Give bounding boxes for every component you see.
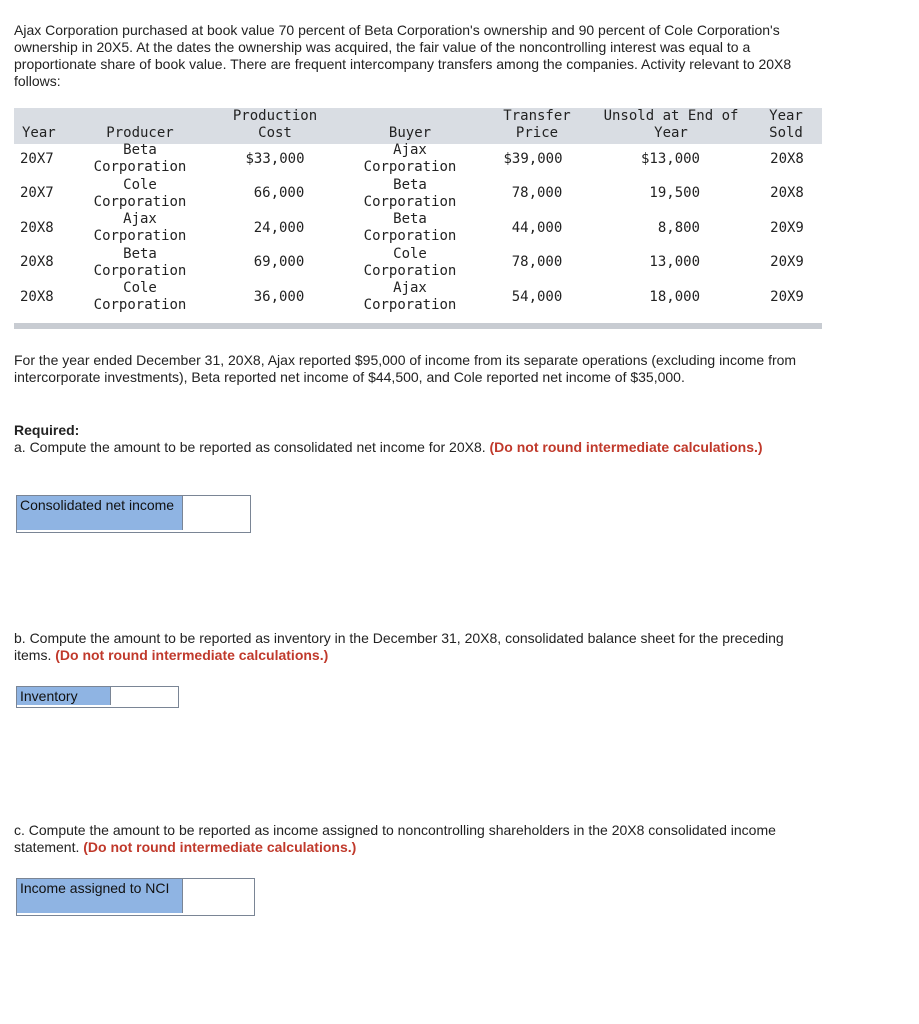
part-c-question: c. Compute the amount to be reported as income assigned to noncontrolling shareholders in the 20X8 consolidated income statement. (Do not round intermediate calculations.): [14, 822, 776, 855]
part-b-question: b. Compute the amount to be reported as inventory in the December 31, 20X8, consolidated balance sheet for the preceding items. (Do not round intermediate calculations.): [14, 630, 784, 663]
table-cell-year: 20X8: [20, 220, 54, 236]
part-a-note: (Do not round intermediate calculations.): [489, 439, 763, 455]
inventory-row: [16, 686, 179, 708]
income-assigned-nci-row: [16, 878, 255, 916]
consolidated-net-income-input[interactable]: [183, 496, 248, 530]
table-cell-unsold: 18,000: [649, 289, 700, 305]
income-paragraph: For the year ended December 31, 20X8, Ajax reported $95,000 of income from its separate operations (excluding income from intercorporate investments), Beta reported net income of $44,500, and Cole reported net income of $35,000.: [14, 352, 797, 385]
header-year-sold-line2: Sold: [769, 125, 803, 141]
inventory-label: Inventory: [17, 687, 111, 705]
header-unsold-line2: Year: [654, 125, 688, 141]
table-cell-price: 54,000: [511, 289, 563, 305]
consolidated-net-income-row: [16, 495, 251, 533]
table-cell-year-sold: 20X9: [770, 220, 804, 236]
header-buyer: Buyer: [388, 125, 432, 141]
income-assigned-nci-input[interactable]: [183, 879, 252, 913]
table-cell-year-sold: 20X9: [770, 289, 804, 305]
part-b-note: (Do not round intermediate calculations.): [55, 647, 329, 663]
table-cell-unsold: $13,000: [640, 151, 700, 167]
table-cell-buyer: Beta Corporation: [363, 211, 457, 244]
income-assigned-nci-cell: [183, 879, 252, 913]
header-year: Year: [22, 125, 56, 141]
table-cell-unsold: 19,500: [649, 185, 700, 201]
part-a-question: a. Compute the amount to be reported as consolidated net income for 20X8. (Do not round intermediate calculations.): [14, 439, 763, 455]
consolidated-net-income-label: Consolidated net income: [17, 496, 183, 530]
table-cell-cost: 24,000: [253, 220, 305, 236]
table-cell-producer: Cole Corporation: [93, 177, 187, 210]
inventory-cell: [111, 687, 176, 705]
header-production-cost-line1: Production: [232, 108, 318, 124]
table-cell-producer: Cole Corporation: [93, 280, 187, 313]
table-cell-producer: Beta Corporation: [93, 246, 187, 279]
header-year-sold-line1: Year: [769, 108, 803, 124]
table-cell-year-sold: 20X8: [770, 151, 804, 167]
table-cell-year: 20X8: [20, 289, 54, 305]
table-bottom-rule: [14, 323, 822, 329]
header-transfer-price-line1: Transfer: [503, 108, 571, 124]
table-cell-cost: 69,000: [253, 254, 305, 270]
table-cell-year-sold: 20X8: [770, 185, 804, 201]
table-cell-producer: Ajax Corporation: [93, 211, 187, 244]
header-unsold-line1: Unsold at End of: [603, 108, 739, 124]
intro-text: Ajax Corporation purchased at book value 70 percent of Beta Corporation's ownership and 90 percent of Cole Corporation's ownership in 20X5. At the dates the ownership was acquired, the fair value of the noncontrolling interest was equal to a proportionate share of book value. There are frequent intercompany transfers among the companies. Activity relevant to 20X8 follows:: [14, 22, 792, 89]
header-production-cost-line2: Cost: [258, 125, 292, 141]
income-assigned-nci-label: Income assigned to NCI: [17, 879, 183, 913]
table-cell-year-sold: 20X9: [770, 254, 804, 270]
part-c-note: (Do not round intermediate calculations.): [83, 839, 357, 855]
table-cell-cost: 66,000: [253, 185, 305, 201]
table-cell-price: 78,000: [511, 185, 563, 201]
header-transfer-price-line2: Price: [515, 125, 559, 141]
required-heading: Required:: [14, 422, 80, 438]
table-cell-buyer: Beta Corporation: [363, 177, 457, 210]
table-cell-buyer: Ajax Corporation: [363, 142, 457, 175]
intercompany-transfers-table: [14, 108, 822, 329]
table-cell-price: 78,000: [511, 254, 563, 270]
table-cell-year: 20X8: [20, 254, 54, 270]
consolidated-net-income-cell: [183, 496, 248, 530]
table-cell-price: $39,000: [503, 151, 563, 167]
table-cell-cost: 36,000: [253, 289, 305, 305]
table-cell-buyer: Ajax Corporation: [363, 280, 457, 313]
inventory-input[interactable]: [111, 687, 176, 705]
table-cell-price: 44,000: [511, 220, 563, 236]
table-cell-year: 20X7: [20, 151, 54, 167]
table-cell-producer: Beta Corporation: [93, 142, 187, 175]
table-cell-cost: $33,000: [245, 151, 305, 167]
header-producer: Producer: [106, 125, 174, 141]
table-cell-unsold: 13,000: [649, 254, 700, 270]
table-cell-unsold: 8,800: [657, 220, 700, 236]
table-cell-buyer: Cole Corporation: [363, 246, 457, 279]
table-cell-year: 20X7: [20, 185, 54, 201]
